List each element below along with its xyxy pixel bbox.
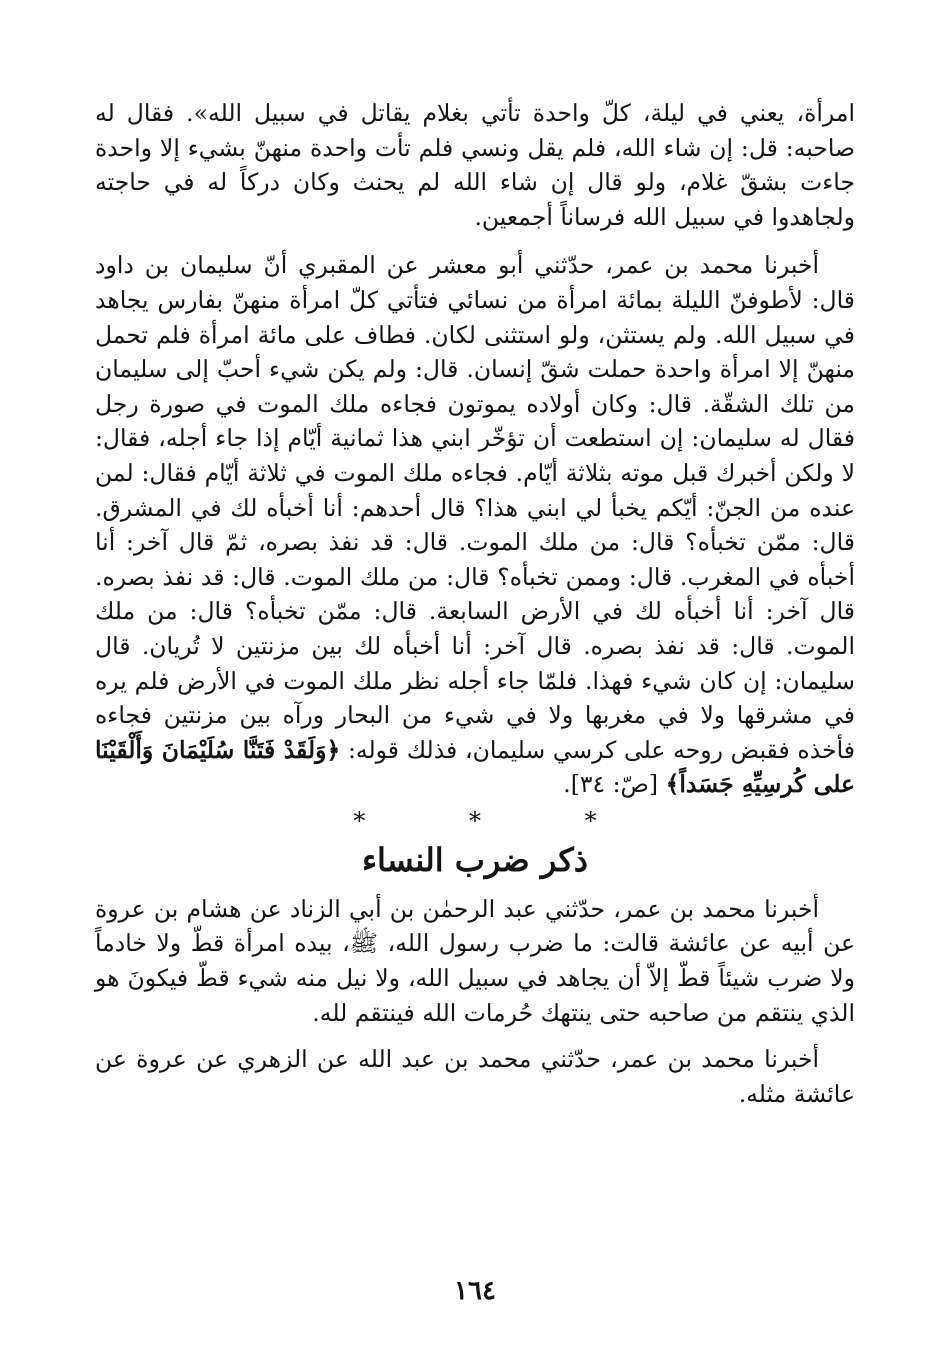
paragraph-intro-continuation: امرأة، يعني في ليلة، كلّ واحدة تأتي بغلام يقاتل في سبيل الله». فقال له صاحبه: قل: إن شاء الله، فلم يقل ونسي فلم تأت واحدة منهنّ بشيء إلا واحدة جاءت بشقّ غلام، ولو قال إن شاء الله لم يحنث وكان دركاً له في حاجته ولجاهدوا في سبيل الله فرساناً أجمعين. [95,99,855,231]
paragraph-aisha-hadith-1: أخبرنا محمد بن عمر، حدّثني عبد الرحمٰن بن أبي الزناد عن هشام بن عروة عن أبيه عن عائشة قالت: ما ضرب رسول الله، ﷺ، بيده امرأة قطّ ولا خادماً ولا ضرب شيئاً قطّ إلاّ أن يجاهد في سبيل الله، ولا نيل منه شيء قطّ فيكونَ هو الذي ينتقم من صاحبه حتى ينتهك حُرمات الله فينتقم لله. [95,894,855,1027]
book-page [95,96,855,1316]
page-number: ١٦٤ [454,1276,496,1306]
paragraph-sulayman-story [95,248,855,802]
quran-verse: ﴿وَلَقَدْ فَتَنَّا سُلَيْمَانَ وَأَلْقَيْنَا على كُرسِيِّهِ جَسَداً﴾ [95,735,855,799]
section-separator: * * * [353,806,645,835]
section-title: ذكر ضرب النساء [361,840,588,879]
paragraph-aisha-hadith-2: أخبرنا محمد بن عمر، حدّثني محمد بن عبد الله عن الزهري عن عروة عن عائشة مثله. [95,1045,855,1108]
quran-reference: [صّ: ٣٤]. [563,770,659,799]
sulayman-story-text: أخبرنا محمد بن عمر، حدّثني أبو معشر عن المقبري أنّ سليمان بن داود قال: لأطوفنّ الليلة بمائة امرأة من نسائي فتأتي كلّ امرأة منهنّ بفارس يجاهد في سبيل الله. ولم يستثن، ولو استثنى لكان. فطاف على مائة امرأة فلم تحمل منهنّ إلا امرأة واحدة حملت شقّ إنسان. قال: ولم يكن شيء أحبّ إلى سليمان من تلك الشقّة. قال: وكان أولاده يموتون فجاءه ملك الموت في صورة رجل فقال له سليمان: إن استطعت أن تؤخّر ابني هذا ثمانية أيّام إذا جاء أجله، فقال: لا ولكن أخبرك قبل موته بثلاثة أيّام. فجاءه ملك الموت في ثلاثة أيّام فقال: لمن عنده من الجنّ: أيّكم يخبأ لي ابني هذا؟ قال أحدهم: أنا أخبأه لك في المشرق. قال: ممّن تخبأه؟ قال: من ملك الموت. قال: قد نفذ بصره، ثمّ قال آخر: أنا أخبأه في المغرب. قال: وممن تخبأه؟ قال: من ملك الموت. قال: قد نفذ بصره. قال آخر: أنا أخبأه لك في الأرض السابعة. قال: ممّن تخبأه؟ قال: من ملك الموت. قال: قد نفذ بصره. قال آخر: أنا أخبأه لك بين مزنتين لا تُريان. قال سليمان: إن كان شيء فهذا. فلمّا جاء أجله نظر ملك الموت في الأرض فلم يره في مشرقها ولا في مغربها ولا في شيء من البحار ورآه بين مزنتين فجاءه فأخذه فقبض روحه على كرسي سليمان، فذلك قوله: [95,251,855,764]
